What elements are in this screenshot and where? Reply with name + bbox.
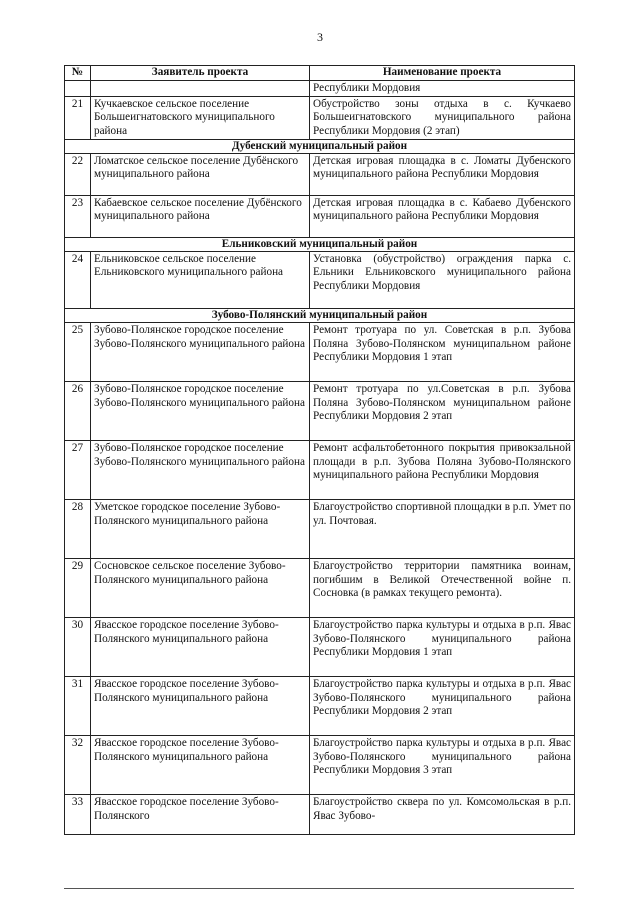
row-number: 21 — [65, 97, 91, 140]
row-number: 25 — [65, 323, 91, 382]
row-project-name: Детская игровая площадка в с. Кабаево Дубенского муниципального района Республики Мордовия — [310, 196, 575, 238]
row-applicant: Зубово-Полянское городское поселение Зубово-Полянского муниципального района — [91, 323, 310, 382]
section-title: Зубово-Полянский муниципальный район — [65, 309, 575, 323]
row-number: 33 — [65, 795, 91, 835]
row-project-name: Ремонт асфальтобетонного покрытия привокзальной площади в р.п. Зубова Поляна Зубово-Полянского муниципального района Республики Мордовия — [310, 441, 575, 500]
row-applicant: Кабаевское сельское поселение Дубёнского муниципального района — [91, 196, 310, 238]
table-row — [65, 252, 575, 309]
table-row — [65, 736, 575, 795]
row-project-name: Ремонт тротуара по ул.Советская в р.п. Зубова Поляна Зубово-Полянском муниципальном районе Республики Мордовия 2 этап — [310, 382, 575, 441]
table-row — [65, 323, 575, 382]
section-row — [65, 238, 575, 252]
row-project-name: Благоустройство парка культуры и отдыха в р.п. Явас Зубово-Полянского муниципального района Республики Мордовия 3 этап — [310, 736, 575, 795]
section-title: Дубенский муниципальный район — [65, 139, 575, 153]
table-row — [65, 441, 575, 500]
row-number: 26 — [65, 382, 91, 441]
row-project-name: Благоустройство парка культуры и отдыха в р.п. Явас Зубово-Полянского муниципального района Республики Мордовия 1 этап — [310, 618, 575, 677]
row-project-name: Республики Мордовия — [310, 81, 575, 97]
row-applicant: Уметское городское поселение Зубово-Полянского муниципального района — [91, 500, 310, 559]
row-number: 28 — [65, 500, 91, 559]
row-applicant: Явасское городское поселение Зубово-Полянского муниципального района — [91, 736, 310, 795]
row-number: 32 — [65, 736, 91, 795]
table-body — [65, 81, 575, 835]
header-applicant: Заявитель проекта — [91, 66, 310, 81]
header-num: № — [65, 66, 91, 81]
row-number: 22 — [65, 154, 91, 196]
table-row — [65, 559, 575, 618]
table-row — [65, 618, 575, 677]
row-applicant: Ельниковское сельское поселение Ельниковского муниципального района — [91, 252, 310, 309]
table-row — [65, 677, 575, 736]
row-applicant — [91, 81, 310, 97]
row-project-name: Благоустройство парка культуры и отдыха в р.п. Явас Зубово-Полянского муниципального района Республики Мордовия 2 этап — [310, 677, 575, 736]
row-number: 23 — [65, 196, 91, 238]
row-applicant: Сосновское сельское поселение Зубово-Полянского муниципального района — [91, 559, 310, 618]
row-project-name: Ремонт тротуара по ул. Советская в р.п. Зубова Поляна Зубово-Полянском муниципальном районе Республики Мордовия 1 этап — [310, 323, 575, 382]
table-row — [65, 154, 575, 196]
row-number: 27 — [65, 441, 91, 500]
row-applicant: Кучкаевское сельское поселение Большеигнатовского муниципального района — [91, 97, 310, 140]
row-number: 29 — [65, 559, 91, 618]
row-applicant: Явасское городское поселение Зубово-Полянского — [91, 795, 310, 835]
table-row — [65, 97, 575, 140]
row-number: 24 — [65, 252, 91, 309]
table-row — [65, 382, 575, 441]
row-applicant: Явасское городское поселение Зубово-Полянского муниципального района — [91, 618, 310, 677]
row-applicant: Явасское городское поселение Зубово-Полянского муниципального района — [91, 677, 310, 736]
footer-rule — [64, 888, 574, 889]
page-number: 3 — [317, 30, 323, 44]
row-project-name: Благоустройство территории памятника воинам, погибшим в Великой Отечественной войне п. Сосновка (в рамках текущего ремонта). — [310, 559, 575, 618]
section-row — [65, 139, 575, 153]
row-project-name: Благоустройство сквера по ул. Комсомольская в р.п. Явас Зубово- — [310, 795, 575, 835]
row-applicant: Ломатское сельское поселение Дубёнского муниципального района — [91, 154, 310, 196]
table-row — [65, 795, 575, 835]
table-row — [65, 500, 575, 559]
row-number: 31 — [65, 677, 91, 736]
row-project-name: Установка (обустройство) ограждения парка с. Ельники Ельниковского муниципального района Республики Мордовия — [310, 252, 575, 309]
table-header-row — [65, 66, 575, 81]
row-project-name: Детская игровая площадка в с. Ломаты Дубенского муниципального района Республики Мордовия — [310, 154, 575, 196]
row-project-name: Благоустройство спортивной площадки в р.п. Умет по ул. Почтовая. — [310, 500, 575, 559]
projects-table — [64, 65, 575, 835]
row-applicant: Зубово-Полянское городское поселение Зубово-Полянского муниципального района — [91, 441, 310, 500]
section-title: Ельниковский муниципальный район — [65, 238, 575, 252]
table-row — [65, 196, 575, 238]
row-project-name: Обустройство зоны отдыха в с. Кучкаево Большеигнатовского муниципального района Республики Мордовия (2 этап) — [310, 97, 575, 140]
row-applicant: Зубово-Полянское городское поселение Зубово-Полянского муниципального района — [91, 382, 310, 441]
section-row — [65, 309, 575, 323]
table-row — [65, 81, 575, 97]
row-number: 30 — [65, 618, 91, 677]
row-number — [65, 81, 91, 97]
header-project-name: Наименование проекта — [310, 66, 575, 81]
